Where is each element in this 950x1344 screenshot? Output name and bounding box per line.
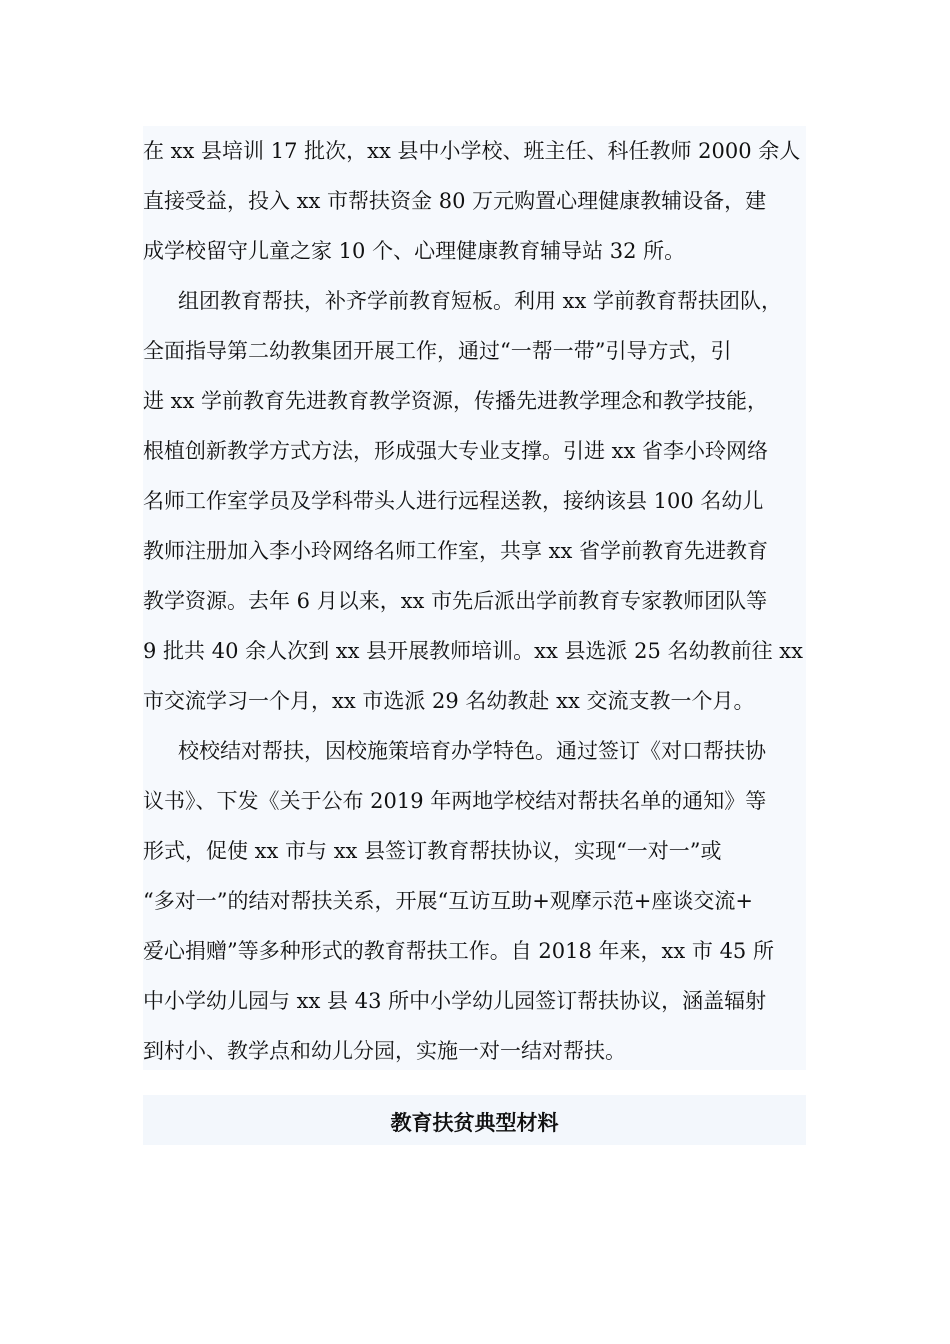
text-line: 名师工作室学员及学科带头人进行远程送教，接纳该县 100 名幼儿 [143, 489, 764, 513]
heading-block [143, 1095, 806, 1145]
text-line: 进 xx 学前教育先进教育教学资源，传播先进教学理念和教学技能， [143, 389, 769, 413]
text-line: 到村小、教学点和幼儿分园，实施一对一结对帮扶。 [143, 1039, 626, 1063]
text-line: 教学资源。去年 6 月以来，xx 市先后派出学前教育专家教师团队等 [143, 589, 768, 613]
text-line: 在 xx 县培训 17 批次，xx 县中小学校、班主任、科任教师 2000 余人 [143, 139, 801, 163]
text-line: “多对一”的结对帮扶关系，开展“互访互助+观摩示范+座谈交流+ [143, 889, 753, 913]
text-line: 议书》、下发《关于公布 2019 年两地学校结对帮扶名单的通知》等 [143, 789, 767, 813]
document-heading: 教育扶贫典型材料 [390, 1110, 559, 1135]
paragraph-start-line: 校校结对帮扶，因校施策培育办学特色。通过签订《对口帮扶协 [178, 739, 766, 763]
text-line: 形式，促使 xx 市与 xx 县签订教育帮扶协议，实现“一对一”或 [143, 839, 722, 863]
text-line: 根植创新教学方式方法，形成强大专业支撑。引进 xx 省李小玲网络 [143, 439, 769, 463]
text-line: 教师注册加入李小玲网络名师工作室，共享 xx 省学前教育先进教育 [143, 539, 769, 563]
body-text-block [143, 126, 806, 1070]
text-line: 9 批共 40 余人次到 xx 县开展教师培训。xx 县选派 25 名幼教前往 xx [143, 639, 803, 663]
text-line: 中小学幼儿园与 xx 县 43 所中小学幼儿园签订帮扶协议，涵盖辐射 [143, 989, 767, 1013]
text-line: 直接受益，投入 xx 市帮扶资金 80 万元购置心理健康教辅设备，建 [143, 189, 767, 213]
paragraph-start-line: 组团教育帮扶，补齐学前教育短板。利用 xx 学前教育帮扶团队， [178, 289, 783, 313]
text-line: 爱心捐赠”等多种形式的教育帮扶工作。自 2018 年来，xx 市 45 所 [143, 939, 774, 963]
text-line: 全面指导第二幼教集团开展工作，通过“一帮一带”引导方式，引 [143, 339, 732, 363]
text-line: 成学校留守儿童之家 10 个、心理健康教育辅导站 32 所。 [143, 239, 686, 263]
text-line: 市交流学习一个月，xx 市选派 29 名幼教赴 xx 交流支教一个月。 [143, 689, 755, 713]
